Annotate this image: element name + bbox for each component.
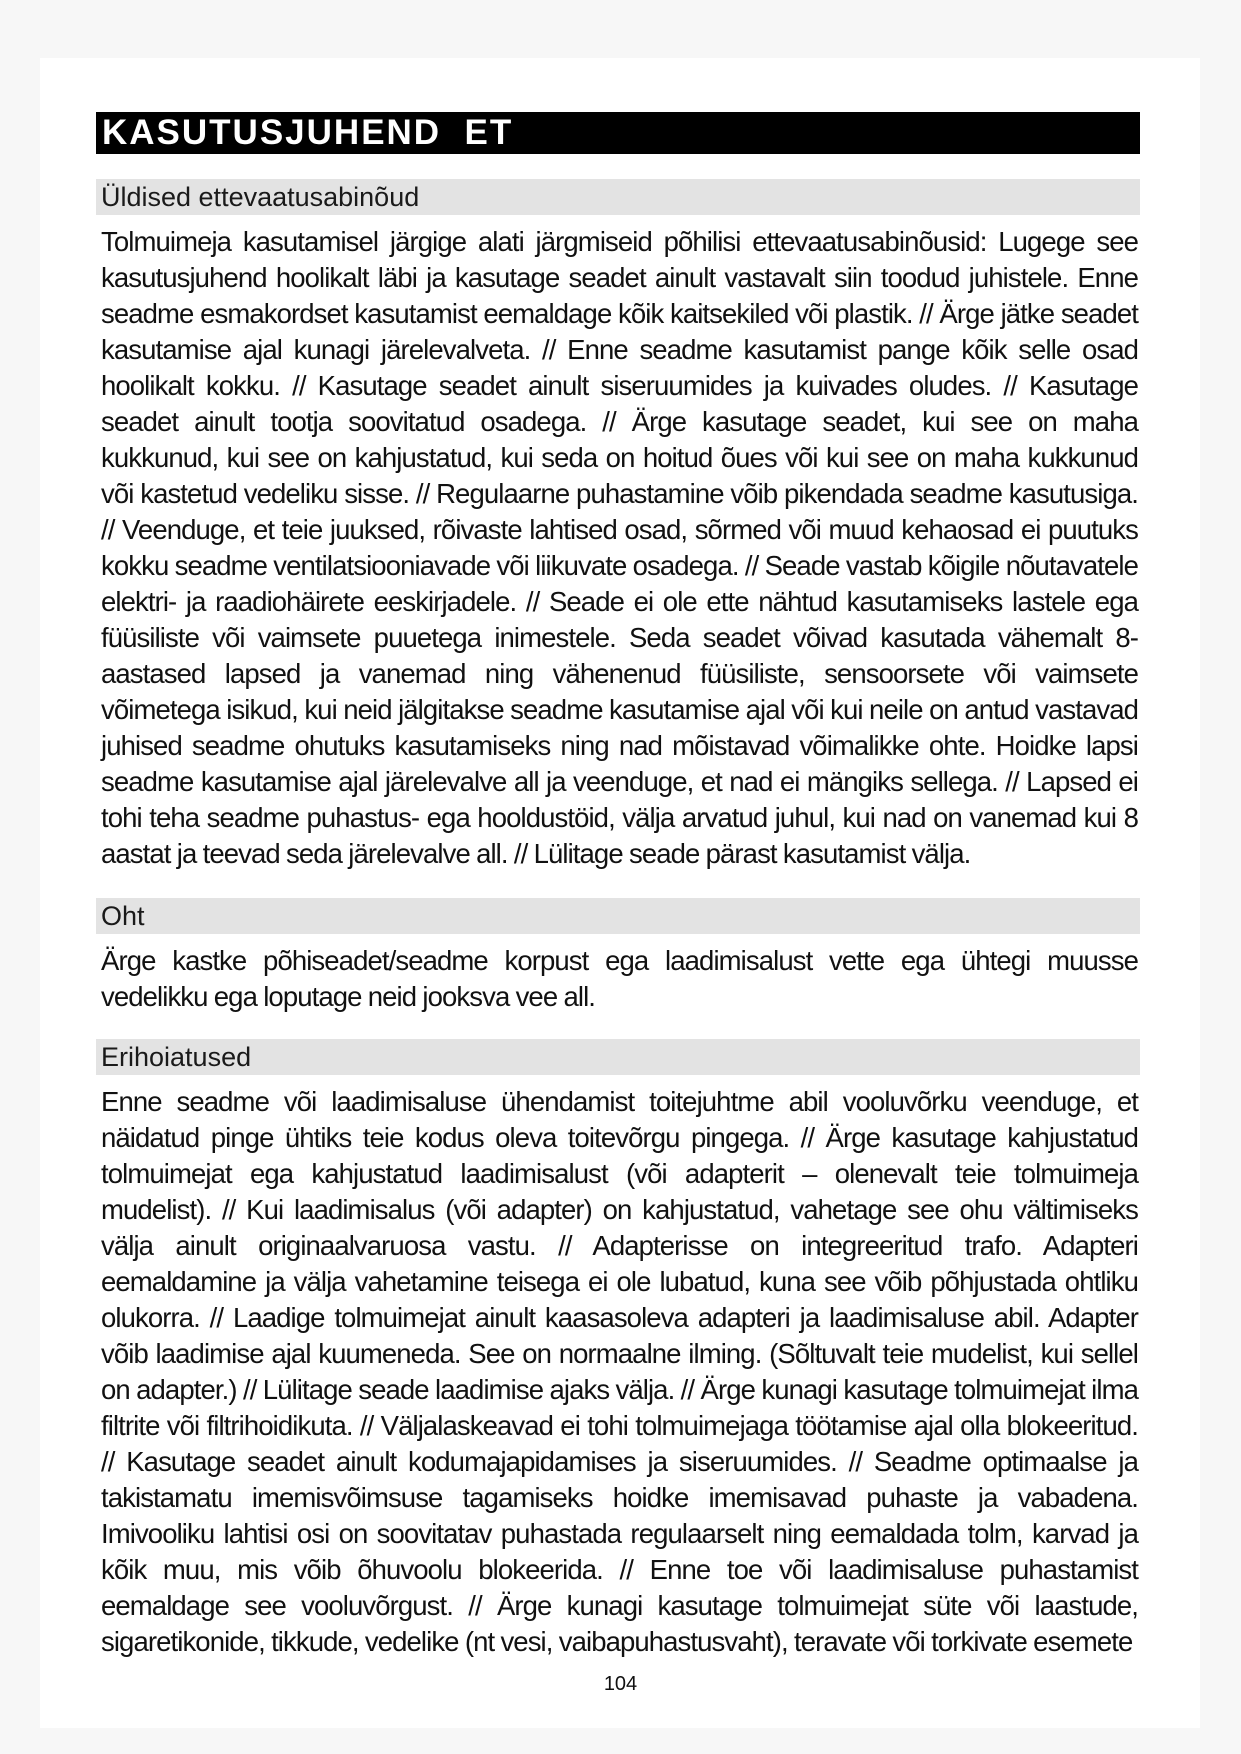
section-text-danger: Ärge kastke põhiseadet/seadme korpust ega laadimisalust vette ega ühtegi muusse vedelikku ega loputage neid jooksva vee all. xyxy=(101,945,1138,1012)
section-heading-general-precautions: Üldised ettevaatusabinõud xyxy=(96,179,1140,215)
section-text-general-precautions: Tolmuimeja kasutamisel järgige alati järgmiseid põhilisi ettevaatusabinõusid: Lugege see kasutusjuhend hoolikalt läbi ja kasutage seadet ainult vastavalt siin toodud juhistele. Enne seadme esmakordset kasutamist eemaldage kõik kaitsekiled või plastik. // Ärge jätke seadet kasutamise ajal kunagi järelevalveta. // Enne seadme kasutamist pange kõik selle osad hoolikalt kokku. // Kasutage seadet ainult siseruumides ja kuivades oludes. // Kasutage seadet ainult tootja soovitatud osadega. // Ärge kasutage seadet, kui see on maha kukkunud, kui see on kahjustatud, kui seda on hoitud õues või kui see on maha kukkunud või kastetud vedeliku sisse. // Regulaarne puhastamine võib pikendada seadme kasutusiga. // Veenduge, et teie juuksed, rõivaste lahtised osad, sõrmed või muud kehaosad ei puutuks kokku seadme ventilatsiooniavade või liikuvate osadega. // Seade vastab kõigile nõutavatele elektri- ja raadiohäirete eeskirjadele. // Seade ei ole ette nähtud kasutamiseks lastele ega füüsiliste või vaimsete puuetega inimestele. Seda seadet võivad kasutada vähemalt 8-aastased lapsed ja vanemad ning vähenenud füüsiliste, sensoorsete või vaimsete võimetega isikud, kui neid jälgitakse seadme kasutamise ajal või kui neile on antud vastavad juhised seadme ohutuks kasutamiseks ning nad mõistavad võimalikke ohte. Hoidke lapsi seadme kasutamise ajal järelevalve all ja veenduge, et nad ei mängiks sellega. // Lapsed ei tohi teha seadme puhastus- ega hooldustöid, välja arvatud juhul, kui nad on vanemad kui 8 aastat ja teevad seda järelevalve all. // Lülitage seade pärast kasutamist välja. xyxy=(101,226,1138,869)
document-title: KASUTUSJUHEND ET xyxy=(96,112,1140,154)
section-heading-danger: Oht xyxy=(96,898,1140,934)
section-text-special-warnings: Enne seadme või laadimisaluse ühendamist toitejuhtme abil vooluvõrku veenduge, et näidatud pinge ühtiks teie kodus oleva toitevõrgu pingega. // Ärge kasutage kahjustatud tolmuimejat ega kahjustatud laadimisalust (või adapterit – olenevalt teie tolmuimeja mudelist). // Kui laadimisalus (või adapter) on kahjustatud, vahetage see ohu vältimiseks välja ainult originaalvaruosa vastu. // Adapterisse on integreeritud trafo. Adapteri eemaldamine ja välja vahetamine teisega ei ole lubatud, kuna see võib põhjustada ohtliku olukorra. // Laadige tolmuimejat ainult kaasasoleva adapteri ja laadimisaluse abil. Adapter võib laadimise ajal kuumeneda. See on normaalne ilming. (Sõltuvalt teie mudelist, kui sellel on adapter.) // Lülitage seade laadimise ajaks välja. // Ärge kunagi kasutage tolmuimejat ilma filtrite või filtrihoidikuta. // Väljalaskeavad ei tohi tolmuimejaga töötamise ajal olla blokeeritud. // Kasutage seadet ainult kodumajapidamises ja siseruumides. // Seadme optimaalse ja takistamatu imemisvõimsuse tagamiseks hoidke imemisavad puhaste ja vabadena. Imivooliku lahtisi osi on soovitatav puhastada regulaarselt ning eemaldada tolm, karvad ja kõik muu, mis võib õhuvoolu blokeerida. // Enne toe või laadimisaluse puhastamist eemaldage see vooluvõrgust. // Ärge kunagi kasutage tolmuimejat süte või laastude, sigaretikonide, tikkude, vedelike (nt vesi, vaibapuhastusvaht), teravate või torkivate esemete xyxy=(101,1086,1138,1657)
page-number: 104 xyxy=(603,1673,638,1695)
section-heading-special-warnings: Erihoiatused xyxy=(96,1039,1140,1075)
